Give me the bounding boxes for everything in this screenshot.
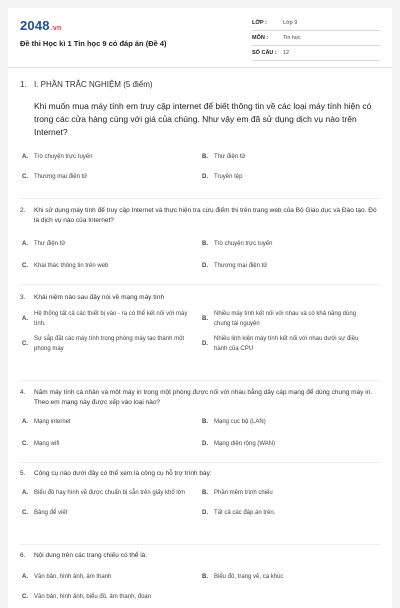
question-5-options [20, 489, 380, 518]
option-letter: C. [22, 509, 28, 516]
option-letter: A. [22, 490, 28, 496]
question-number: 1. [20, 80, 27, 89]
option-letter: D. [202, 340, 208, 347]
site-logo[interactable] [20, 18, 61, 33]
option-b[interactable] [200, 310, 380, 329]
option-text: Mạng cục bộ (LAN) [214, 419, 266, 425]
question-6-options [20, 573, 380, 602]
question-4-options [20, 418, 380, 449]
question-number: 4. [20, 389, 26, 396]
option-text: Sự sắp đặt các máy tính trong phòng máy tạo thành một phòng máy [34, 336, 185, 352]
option-text: Thư điện tử [214, 154, 246, 160]
logo-text: 2048 [20, 18, 50, 33]
option-letter: C. [22, 262, 28, 269]
option-text: Mạng wifi [34, 440, 60, 447]
option-text: Phần mềm trình chiếu [214, 490, 273, 496]
meta-value: Lớp 9 [283, 20, 298, 26]
option-text: Nhiều linh kiện máy tính kết nối với nhau dưới sự điều hành của CPU [214, 336, 359, 352]
question-2-options [20, 240, 380, 271]
question-number: 6. [20, 552, 26, 559]
option-b[interactable] [200, 573, 380, 583]
option-c[interactable] [20, 440, 200, 450]
option-a[interactable] [20, 573, 200, 583]
meta-key: MÔN : [252, 35, 269, 41]
option-letter: A. [22, 419, 28, 425]
option-letter: B. [202, 419, 208, 425]
option-d[interactable] [200, 173, 380, 183]
option-c[interactable] [20, 509, 200, 519]
option-a[interactable] [20, 153, 200, 163]
option-letter: A. [22, 574, 28, 580]
option-d[interactable] [200, 440, 380, 450]
option-b[interactable] [200, 240, 380, 250]
option-text: Hệ thống tất cả các thiết bị vào - ra có thể kết nối với máy tính. [34, 311, 188, 327]
option-text: Trò chuyện trực tuyến [214, 241, 273, 247]
option-letter: D. [202, 509, 208, 516]
option-text: Mạng diện rộng (WAN) [214, 440, 276, 447]
question-3-options [20, 310, 380, 354]
option-letter: C. [22, 173, 28, 180]
logo-suffix: .vn [50, 25, 62, 32]
question-number: 3. [20, 294, 26, 301]
option-letter: A. [22, 154, 28, 160]
question-number: 5. [20, 470, 26, 477]
meta-key: SỐ CÂU : [252, 50, 277, 56]
question-text: Khái niệm nào sau đây nói về mạng máy tính [34, 294, 165, 301]
option-letter: C. [22, 340, 28, 347]
question-text: Nội dung trên các trang chiếu có thể là: [34, 552, 148, 559]
question-2 [20, 206, 380, 225]
option-c[interactable] [20, 262, 200, 272]
option-d[interactable] [200, 262, 380, 272]
option-text: Bảng để viết [34, 509, 68, 516]
option-letter: B. [202, 574, 208, 580]
option-text: Trò chuyện trực tuyến [34, 154, 93, 160]
option-c[interactable] [20, 173, 200, 183]
option-letter: A. [22, 315, 28, 322]
option-letter: D. [202, 262, 208, 269]
question-text: Khi muốn mua máy tính em truy cập internet để biết thông tin về các loại máy tính hiện có trong các cửa hàng cùng với giá của chúng. Như vậy em đã sử dụng dịch vụ nào trên Internet? [34, 100, 372, 137]
meta-value: 12 [283, 50, 290, 56]
option-letter: A. [22, 241, 28, 247]
meta-row-class [252, 16, 380, 31]
option-letter: B. [202, 241, 208, 247]
option-text: Thư điện tử [34, 241, 66, 247]
option-text: Văn bản, hình ảnh, biểu đồ, âm thanh, đoạn [34, 593, 152, 600]
option-b[interactable] [200, 489, 380, 499]
option-text: Khai thác thông tin trên web [34, 262, 109, 269]
option-letter: B. [202, 490, 208, 496]
option-text: Biểu đồ, trang vẽ, ca khúc [214, 574, 284, 580]
question-text: Khi sử dụng máy tính để truy cập Internet và thực hiện tra cứu điểm thi trên trang web của Bộ Giáo dục và Đào tạo. Đó là dịch vụ nào của Internet? [34, 207, 377, 224]
option-b[interactable] [200, 153, 380, 163]
meta-row-subject [252, 31, 380, 46]
option-letter: C. [22, 440, 28, 447]
option-text: Thương mại điện tử [214, 262, 268, 269]
section-heading: I. PHẦN TRẮC NGHIỆM (5 điểm) [34, 80, 153, 89]
option-letter: D. [202, 440, 208, 447]
question-1-options [20, 153, 380, 182]
question-number: 2. [20, 207, 26, 214]
question-5 [20, 469, 380, 479]
meta-value: Tin học [283, 35, 301, 41]
option-text: Truyền tệp [214, 173, 243, 180]
meta-key: LỚP : [252, 20, 267, 26]
option-letter: C. [22, 593, 28, 600]
divider [20, 380, 380, 381]
option-text: Mạng internet [34, 419, 71, 425]
question-3 [20, 293, 380, 303]
exam-page [8, 8, 392, 608]
option-letter: B. [202, 154, 208, 160]
option-d[interactable] [200, 509, 380, 519]
option-d[interactable] [200, 335, 380, 354]
option-text: Tất cả các đáp án trên. [214, 509, 276, 516]
option-a[interactable] [20, 240, 200, 250]
exam-header [8, 8, 392, 68]
option-a[interactable] [20, 489, 200, 499]
option-text: Biểu đồ hay hình vẽ được chuẩn bị sẵn trên giấy khổ lớn [34, 490, 185, 496]
option-text: Văn bản, hình ảnh, âm thanh [34, 574, 112, 580]
option-c[interactable] [20, 335, 200, 354]
divider [20, 544, 380, 545]
option-a[interactable] [20, 418, 200, 428]
exam-meta-table [252, 16, 380, 61]
divider [20, 284, 380, 285]
option-a[interactable] [20, 310, 200, 329]
meta-row-question-count [252, 46, 380, 61]
question-text: Công cụ nào dưới đây có thể xem là công cụ hỗ trợ trình bày: [34, 470, 212, 477]
option-c[interactable] [20, 593, 200, 603]
question-1 [20, 80, 380, 139]
option-letter: D. [202, 173, 208, 180]
document-title: Đề thi Học kì 1 Tin học 9 có đáp án (Đề 4) [20, 39, 167, 48]
option-b[interactable] [200, 418, 380, 428]
question-6 [20, 551, 380, 561]
option-text: Nhiều máy tính kết nối với nhau và có khả năng dùng chung tài nguyên [214, 311, 357, 327]
option-text: Thương mại điện tử [34, 173, 88, 180]
divider [20, 462, 380, 463]
option-letter: B. [202, 315, 208, 322]
question-text: Năm máy tính cá nhân và một máy in trong một phòng được nối với nhau bằng dây cáp mạng để dùng chung máy in. Theo em mạng này được xếp vào loại nào? [34, 389, 373, 406]
divider [20, 198, 380, 199]
question-4 [20, 388, 380, 407]
